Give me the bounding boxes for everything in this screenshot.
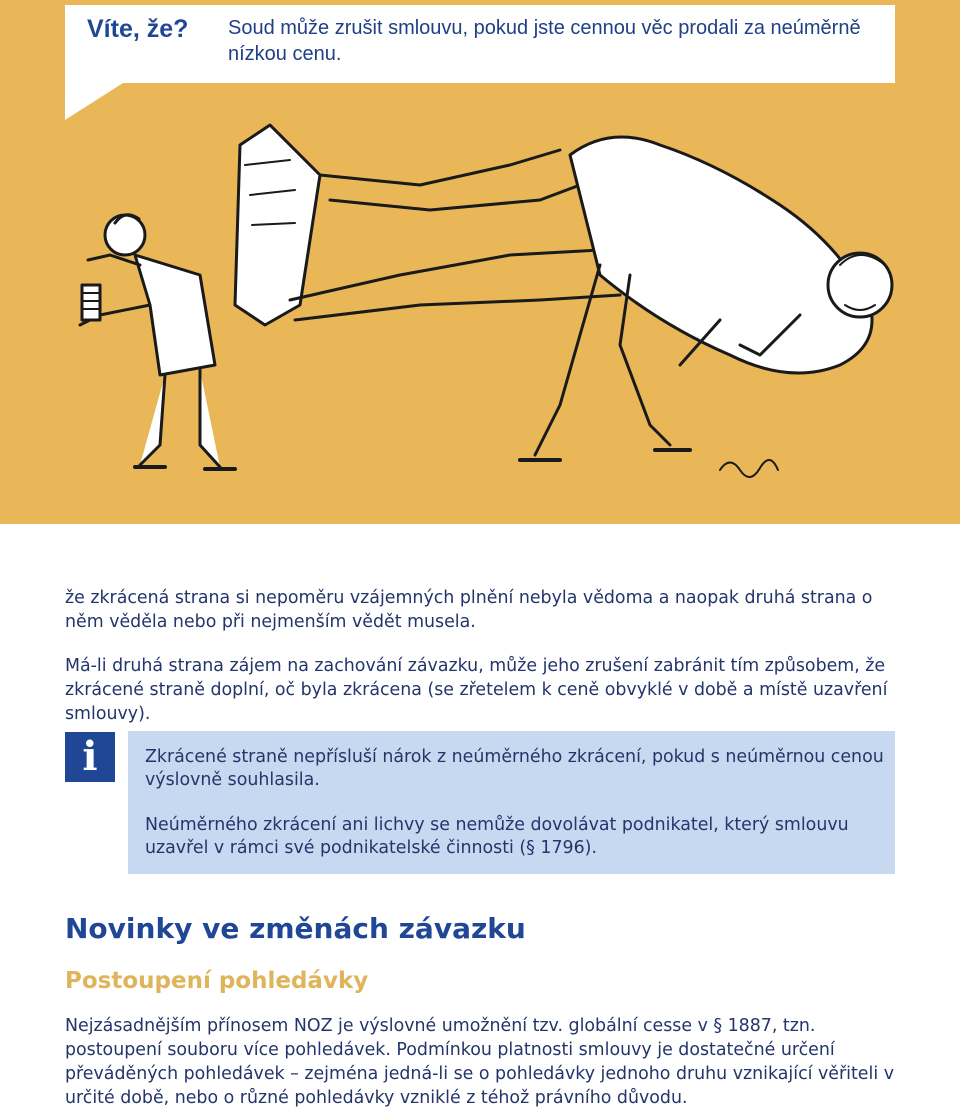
callout-label: Víte, že? — [87, 15, 189, 43]
section-heading: Novinky ve změnách závazku — [65, 912, 526, 945]
info-icon — [65, 732, 115, 782]
big-man-figure — [235, 125, 892, 460]
info-box — [128, 731, 895, 874]
info-icon-glyph: i — [82, 733, 98, 780]
cartoon-illustration — [40, 105, 930, 505]
did-you-know-callout — [65, 5, 895, 83]
paragraph-2: Má-li druhá strana zájem na zachování závazku, může jeho zrušení zabránit tím způsobem, že zkrácené straně doplní, oč byla zkrácena (se zřetelem k ceně obvyklé v době a místě uzavření smlouvy). — [65, 656, 888, 724]
info-item-1: Zkrácené straně nepřísluší nárok z neúměrného zkrácení, pokud s neúměrnou cenou výslovně souhlasila. — [145, 747, 884, 790]
callout-text: Soud může zrušit smlouvu, pokud jste cennou věc prodali za neúměrně nízkou cenu. — [228, 17, 861, 65]
banner — [0, 0, 960, 524]
section-subheading: Postoupení pohledávky — [65, 968, 369, 994]
small-man-figure — [80, 215, 235, 469]
section-body: Nejzásadnějším přínosem NOZ je výslovné umožnění tzv. globální cesse v § 1887, tzn. postoupení souboru více pohledávek. Podmínkou platnosti smlouvy je dostatečné určení převáděných pohledávek – zejména jedná-li se o pohledávky jednoho druhu vznikající věřiteli v určité době, nebo o různé pohledávky vzniklé z téhož právního důvodu. — [65, 1016, 894, 1108]
info-item-2: Neúměrného zkrácení ani lichvy se nemůže dovolávat podnikatel, který smlouvu uzavřel v rámci své podnikatelské činnosti (§ 1796). — [145, 815, 849, 858]
paragraph-1: že zkrácená strana si nepoměru vzájemných plnění nebyla vědoma a naopak druhá strana o něm věděla nebo při nejmenším vědět musela. — [65, 588, 873, 632]
